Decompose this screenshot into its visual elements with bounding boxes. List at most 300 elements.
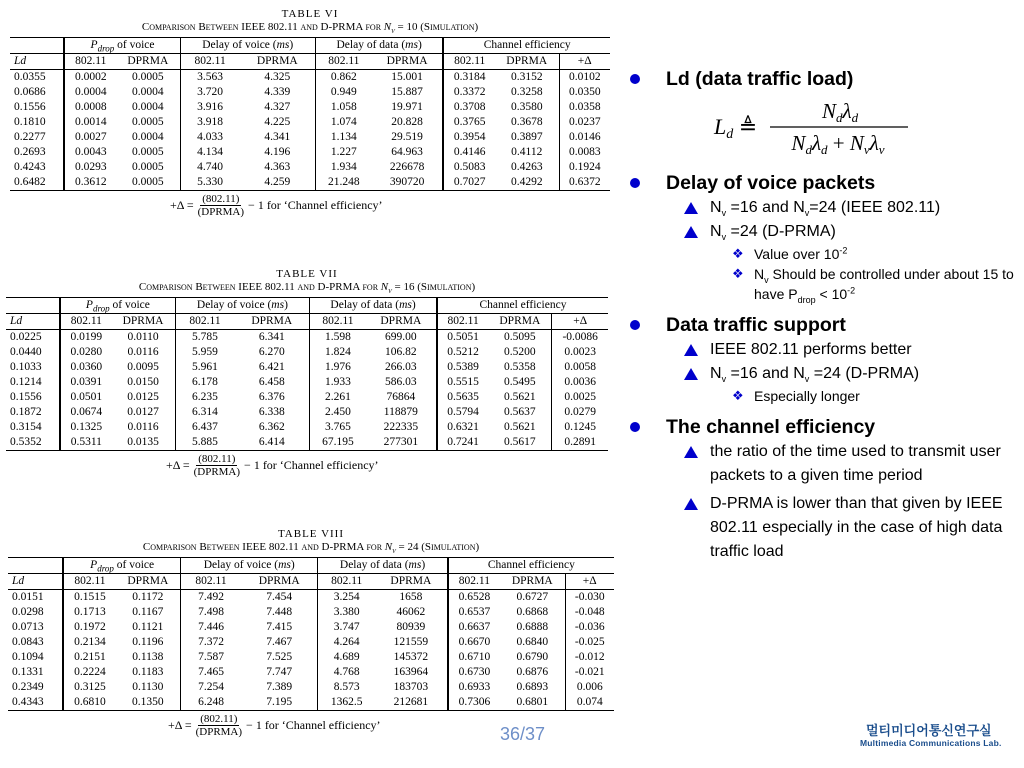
simulation-table bbox=[10, 37, 610, 191]
table-cell: 4.327 bbox=[264, 101, 291, 113]
table-cell: 0.0350 bbox=[559, 85, 610, 100]
table-caption-title: Comparison Between IEEE 802.11 and D-PRMA for $N_v = 24$ (Simulation) bbox=[142, 541, 480, 556]
table-cell: 0.6537 bbox=[448, 605, 500, 620]
table-cell: 0.1196 bbox=[132, 636, 164, 648]
bullet-text: Data traffic support bbox=[666, 314, 846, 336]
table-row bbox=[8, 650, 614, 665]
group-header-pdrop: $P_{drop}$ of voice bbox=[60, 298, 175, 314]
sub-bullet-text: $N_v =24$ (D-PRMA) bbox=[710, 223, 836, 243]
table-cell: 7.747 bbox=[266, 666, 293, 678]
table-cell: 121559 bbox=[393, 636, 429, 648]
table-cell: 0.0008 bbox=[64, 100, 116, 115]
table-cell: 0.0686 bbox=[14, 86, 46, 98]
table-cell: 0.0116 bbox=[127, 421, 159, 433]
sub-bullet bbox=[628, 196, 1020, 220]
table-row bbox=[6, 405, 608, 420]
table-row bbox=[8, 590, 614, 606]
table-row bbox=[6, 375, 608, 390]
group-header-data-delay: Delay of data (ms) bbox=[318, 558, 448, 574]
table-cell: 1362.5 bbox=[318, 695, 375, 711]
table-cell: 3.720 bbox=[180, 85, 240, 100]
table-cell: 0.1183 bbox=[132, 666, 164, 678]
formula-numerator: (802.11) bbox=[200, 713, 238, 725]
diamond-bullet-icon: ❖ bbox=[732, 266, 744, 281]
table-cell: 0.1556 bbox=[14, 101, 46, 113]
column-header: 802.11 bbox=[180, 54, 240, 70]
table-cell: 0.0501 bbox=[60, 390, 111, 405]
table-cell: 0.0043 bbox=[64, 145, 116, 160]
table-cell: 0.1130 bbox=[132, 681, 164, 693]
column-header: DPRMA bbox=[116, 54, 180, 70]
table-cell: 7.448 bbox=[266, 606, 293, 618]
table-cell: 4.134 bbox=[180, 145, 240, 160]
table-row bbox=[10, 130, 610, 145]
table-cell: 0.6670 bbox=[448, 635, 500, 650]
column-header: +Δ bbox=[565, 574, 614, 590]
table-cell: 0.6893 bbox=[516, 681, 549, 693]
table-cell: 0.5200 bbox=[504, 346, 536, 358]
table-cell: 390720 bbox=[372, 175, 444, 191]
ld-formula-denominator: Ndλd + Nvλv bbox=[791, 131, 885, 156]
table-row bbox=[10, 85, 610, 100]
table-row bbox=[10, 160, 610, 175]
table-cell: 212681 bbox=[375, 695, 448, 711]
header-blank bbox=[10, 38, 64, 54]
table-cell: 0.1924 bbox=[559, 160, 610, 175]
table-cell: 0.0025 bbox=[552, 390, 608, 405]
table-row bbox=[10, 115, 610, 130]
table-cell: 0.1331 bbox=[12, 666, 44, 678]
column-header: DPRMA bbox=[375, 574, 448, 590]
sub-bullet-text: $N_v =16$ and $N_v=24$ (IEEE 802.11) bbox=[710, 199, 941, 219]
table-cell: 0.4146 bbox=[443, 145, 495, 160]
sub-bullet bbox=[628, 362, 1020, 386]
formula-rhs: − 1 for ‘Channel efficiency’ bbox=[248, 198, 383, 212]
formula-rhs: − 1 for ‘Channel efficiency’ bbox=[244, 458, 379, 472]
table-cell: 0.2151 bbox=[63, 650, 115, 665]
table-cell: 3.916 bbox=[180, 100, 240, 115]
table-cell: 0.3612 bbox=[64, 175, 116, 191]
sub-sub-bullet bbox=[628, 386, 1020, 406]
table-caption-title: Comparison Between IEEE 802.11 and D-PRMA for $N_v = 16$ (Simulation) bbox=[138, 281, 476, 296]
table-cell: 0.6727 bbox=[516, 591, 549, 603]
table-cell: 0.5621 bbox=[504, 391, 536, 403]
table-cell: 0.0135 bbox=[111, 435, 175, 451]
column-header: 802.11 bbox=[310, 314, 366, 330]
table-cell: 7.525 bbox=[266, 651, 293, 663]
table-row bbox=[6, 435, 608, 451]
bullet-data-traffic bbox=[628, 312, 1020, 338]
table-row bbox=[10, 70, 610, 86]
table-cell: 0.5212 bbox=[437, 345, 488, 360]
group-header-channel-eff: Channel efficiency bbox=[437, 298, 608, 314]
table-cell: 0.0440 bbox=[10, 346, 42, 358]
bullet-dot-icon bbox=[630, 320, 640, 330]
table-cell: 4.225 bbox=[264, 116, 291, 128]
table-cell: 4.325 bbox=[264, 71, 291, 83]
table-cell: 0.0127 bbox=[127, 406, 159, 418]
table-cell: 0.0843 bbox=[12, 636, 44, 648]
table-cell: 0.1872 bbox=[10, 406, 42, 418]
table-cell: 0.6801 bbox=[500, 695, 565, 711]
table-row bbox=[10, 145, 610, 160]
table-cell: 0.7306 bbox=[448, 695, 500, 711]
sub-bullet bbox=[628, 440, 1020, 488]
table-cell: 277301 bbox=[366, 435, 437, 451]
table-cell: 7.587 bbox=[181, 650, 241, 665]
table-cell: 0.0116 bbox=[127, 346, 159, 358]
delta-formula bbox=[166, 453, 608, 478]
table-cell: 4.033 bbox=[180, 130, 240, 145]
table-cell: 0.0005 bbox=[132, 146, 164, 158]
table-cell: 0.6637 bbox=[448, 620, 500, 635]
table-cell: 0.2224 bbox=[63, 665, 115, 680]
table-cell: 0.0023 bbox=[552, 345, 608, 360]
table-cell: 1.227 bbox=[315, 145, 371, 160]
table-cell: 4.259 bbox=[240, 175, 316, 191]
column-header: 802.11 bbox=[318, 574, 375, 590]
sub-sub-bullet-text: $N_v$ Should be controlled under about 15 to have $P_{drop} < 10^{-2}$ bbox=[754, 266, 1014, 305]
column-header: +Δ bbox=[552, 314, 608, 330]
table-cell: 0.5051 bbox=[437, 330, 488, 346]
table-cell: 0.3125 bbox=[63, 680, 115, 695]
table-cell: 0.1033 bbox=[10, 361, 42, 373]
table-cell: 3.563 bbox=[180, 70, 240, 86]
table-cell: 4.341 bbox=[264, 131, 291, 143]
table-row bbox=[8, 680, 614, 695]
table-cell: 0.2891 bbox=[552, 435, 608, 451]
bullet-dot-icon bbox=[630, 74, 640, 84]
table-cell: 0.6868 bbox=[516, 606, 549, 618]
table-cell: 0.0391 bbox=[60, 375, 111, 390]
formula-lhs: +Δ = bbox=[170, 198, 194, 212]
table-cell: 6.437 bbox=[175, 420, 234, 435]
table-cell: 0.0002 bbox=[64, 70, 116, 86]
table-caption-number: TABLE VIII bbox=[277, 528, 345, 540]
diamond-bullet-icon: ❖ bbox=[732, 246, 744, 261]
table-cell: 0.3954 bbox=[443, 130, 495, 145]
table-cell: 7.467 bbox=[266, 636, 293, 648]
table-cell: 6.235 bbox=[175, 390, 234, 405]
table-cell: 0.6840 bbox=[516, 636, 549, 648]
table-cell: 0.6933 bbox=[448, 680, 500, 695]
triangle-bullet-icon bbox=[684, 368, 698, 380]
table-cell: 0.862 bbox=[315, 70, 371, 86]
table-cell: -0.030 bbox=[565, 590, 614, 606]
table-cell: 0.0095 bbox=[127, 361, 159, 373]
table-cell: 0.0293 bbox=[64, 160, 116, 175]
table-cell: 0.3154 bbox=[10, 421, 42, 433]
sub-bullet-text: the ratio of the time used to transmit user packets to a given time period bbox=[710, 443, 1001, 484]
table-cell: 106.82 bbox=[385, 346, 417, 358]
table-vi bbox=[10, 8, 610, 218]
table-cell: 0.3184 bbox=[443, 70, 495, 86]
table-cell: 0.0110 bbox=[127, 331, 159, 343]
table-cell: 0.2134 bbox=[63, 635, 115, 650]
triangle-bullet-icon bbox=[684, 446, 698, 458]
bullet-text: Ld (data traffic load) bbox=[666, 68, 854, 90]
table-cell: 2.261 bbox=[310, 390, 366, 405]
simulation-table bbox=[6, 297, 608, 451]
table-cell: 7.454 bbox=[266, 591, 293, 603]
table-cell: 7.492 bbox=[181, 590, 241, 606]
table-cell: 0.6528 bbox=[448, 590, 500, 606]
table-cell: 7.415 bbox=[266, 621, 293, 633]
formula-denominator: (DPRMA) bbox=[197, 206, 245, 218]
table-row bbox=[10, 175, 610, 191]
sub-sub-bullet-text: Value over $10^{-2}$ bbox=[754, 245, 848, 262]
table-cell: 0.1245 bbox=[552, 420, 608, 435]
table-cell: 0.5794 bbox=[437, 405, 488, 420]
table-cell: 226678 bbox=[389, 161, 425, 173]
table-vii bbox=[6, 268, 608, 478]
delta-formula bbox=[170, 193, 610, 218]
table-cell: 0.4243 bbox=[14, 161, 46, 173]
column-header: DPRMA bbox=[372, 54, 444, 70]
table-cell: 0.0004 bbox=[64, 85, 116, 100]
table-cell: 0.6790 bbox=[516, 651, 549, 663]
table-cell: 0.3897 bbox=[510, 131, 543, 143]
table-cell: 0.7241 bbox=[437, 435, 488, 451]
table-cell: 6.270 bbox=[258, 346, 285, 358]
table-row bbox=[10, 100, 610, 115]
table-cell: 3.918 bbox=[180, 115, 240, 130]
table-cell: 0.5389 bbox=[437, 360, 488, 375]
table-cell: 0.1214 bbox=[10, 376, 42, 388]
table-cell: 586.03 bbox=[385, 376, 417, 388]
table-row bbox=[6, 420, 608, 435]
column-header: 802.11 bbox=[175, 314, 234, 330]
table-cell: 0.5311 bbox=[60, 435, 111, 451]
table-cell: -0.036 bbox=[565, 620, 614, 635]
header-blank bbox=[6, 298, 60, 314]
table-cell: 0.3678 bbox=[510, 116, 543, 128]
bullet-ld bbox=[628, 66, 1020, 92]
bullet-text: The channel efficiency bbox=[666, 416, 876, 438]
column-header: DPRMA bbox=[241, 574, 318, 590]
table-cell: 64.963 bbox=[391, 146, 423, 158]
table-cell: 2.450 bbox=[310, 405, 366, 420]
table-cell: 0.3765 bbox=[443, 115, 495, 130]
bullet-dot-icon bbox=[630, 178, 640, 188]
table-cell: 0.5358 bbox=[504, 361, 536, 373]
table-cell: -0.021 bbox=[565, 665, 614, 680]
table-cell: 1658 bbox=[399, 591, 423, 603]
table-row bbox=[8, 605, 614, 620]
table-cell: -0.0086 bbox=[552, 330, 608, 346]
bullet-channel-efficiency bbox=[628, 414, 1020, 440]
table-cell: 0.3258 bbox=[510, 86, 543, 98]
group-header-voice-delay: Delay of voice (ms) bbox=[181, 558, 318, 574]
table-cell: 0.1972 bbox=[63, 620, 115, 635]
table-cell: 21.248 bbox=[315, 175, 371, 191]
sub-bullet bbox=[628, 338, 1020, 362]
table-cell: 0.0355 bbox=[14, 71, 46, 83]
table-cell: 7.465 bbox=[181, 665, 241, 680]
table-cell: 15.001 bbox=[391, 71, 423, 83]
table-cell: 0.074 bbox=[565, 695, 614, 711]
table-cell: 4.264 bbox=[318, 635, 375, 650]
column-header-ld: Ld bbox=[10, 54, 64, 70]
table-cell: 0.4343 bbox=[8, 695, 63, 711]
formula-denominator: (DPRMA) bbox=[193, 466, 241, 478]
table-cell: 4.740 bbox=[180, 160, 240, 175]
column-header: 802.11 bbox=[60, 314, 111, 330]
table-cell: 0.0004 bbox=[132, 131, 164, 143]
table-cell: 0.0005 bbox=[116, 175, 180, 191]
diamond-bullet-icon: ❖ bbox=[732, 388, 744, 403]
group-header-pdrop: $P_{drop}$ of voice bbox=[63, 558, 180, 574]
table-row bbox=[8, 620, 614, 635]
table-cell: 7.254 bbox=[181, 680, 241, 695]
column-header: +Δ bbox=[559, 54, 610, 70]
table-cell: 0.1094 bbox=[12, 651, 44, 663]
table-cell: 0.0713 bbox=[12, 621, 44, 633]
table-cell: 1.074 bbox=[315, 115, 371, 130]
ld-formula-lhs: Ld ≜ bbox=[714, 114, 758, 142]
table-cell: 0.1167 bbox=[132, 606, 164, 618]
table-cell: 0.6888 bbox=[516, 621, 549, 633]
table-cell: 80939 bbox=[396, 621, 426, 633]
table-cell: 0.0151 bbox=[12, 591, 44, 603]
table-cell: 5.785 bbox=[175, 330, 234, 346]
table-cell: 5.330 bbox=[180, 175, 240, 191]
column-header: 802.11 bbox=[448, 574, 500, 590]
table-cell: 0.5352 bbox=[6, 435, 60, 451]
ld-formula bbox=[712, 98, 912, 156]
table-cell: 20.828 bbox=[391, 116, 423, 128]
sub-sub-bullet bbox=[628, 244, 1020, 264]
table-cell: 0.0199 bbox=[60, 330, 111, 346]
table-cell: 1.824 bbox=[310, 345, 366, 360]
table-cell: 0.5495 bbox=[504, 376, 536, 388]
table-cell: 0.7027 bbox=[443, 175, 495, 191]
table-cell: 0.1350 bbox=[116, 695, 181, 711]
table-row bbox=[8, 665, 614, 680]
table-row bbox=[8, 635, 614, 650]
table-cell: 15.887 bbox=[391, 86, 423, 98]
table-cell: 4.363 bbox=[264, 161, 291, 173]
bullet-delay-voice bbox=[628, 170, 1020, 196]
table-row bbox=[6, 390, 608, 405]
table-cell: 67.195 bbox=[310, 435, 366, 451]
table-cell: 3.765 bbox=[310, 420, 366, 435]
column-header: DPRMA bbox=[240, 54, 316, 70]
table-cell: 0.0004 bbox=[132, 101, 164, 113]
table-cell: 0.3152 bbox=[510, 71, 543, 83]
table-cell: 0.0279 bbox=[552, 405, 608, 420]
column-header: 802.11 bbox=[437, 314, 488, 330]
table-cell: 4.768 bbox=[318, 665, 375, 680]
column-header: 802.11 bbox=[64, 54, 116, 70]
table-cell: 6.458 bbox=[258, 376, 285, 388]
simulation-table bbox=[8, 557, 614, 711]
table-cell: 0.6372 bbox=[559, 175, 610, 191]
table-cell: 4.339 bbox=[264, 86, 291, 98]
table-cell: 0.1172 bbox=[132, 591, 164, 603]
sub-bullet-text: D-PRMA is lower than that given by IEEE 802.11 especially in the case of high data traffic load bbox=[710, 495, 1003, 560]
bullet-dot-icon bbox=[630, 422, 640, 432]
formula-denominator: (DPRMA) bbox=[195, 726, 243, 738]
table-cell: 19.971 bbox=[391, 101, 423, 113]
table-cell: 0.3708 bbox=[443, 100, 495, 115]
table-cell: 145372 bbox=[393, 651, 429, 663]
table-cell: 5.885 bbox=[175, 435, 234, 451]
table-cell: 4.689 bbox=[318, 650, 375, 665]
table-caption-number: TABLE VI bbox=[281, 8, 339, 20]
table-cell: 0.6730 bbox=[448, 665, 500, 680]
table-caption-number: TABLE VII bbox=[276, 268, 338, 280]
table-row bbox=[6, 345, 608, 360]
table-cell: 5.961 bbox=[175, 360, 234, 375]
table-cell: 7.498 bbox=[181, 605, 241, 620]
table-cell: 0.5637 bbox=[504, 406, 536, 418]
column-header: DPRMA bbox=[366, 314, 437, 330]
group-header-channel-eff: Channel efficiency bbox=[443, 38, 610, 54]
ld-formula-numerator: Ndλd bbox=[821, 99, 859, 125]
table-cell: 0.0237 bbox=[559, 115, 610, 130]
table-cell: 8.573 bbox=[318, 680, 375, 695]
table-cell: 1.976 bbox=[310, 360, 366, 375]
table-cell: 0.0102 bbox=[559, 70, 610, 86]
triangle-bullet-icon bbox=[684, 202, 698, 214]
table-cell: 222335 bbox=[383, 421, 419, 433]
table-cell: 6.314 bbox=[175, 405, 234, 420]
table-cell: 0.0280 bbox=[60, 345, 111, 360]
table-cell: 266.03 bbox=[385, 361, 417, 373]
table-cell: -0.048 bbox=[565, 605, 614, 620]
table-cell: 0.1556 bbox=[10, 391, 42, 403]
table-cell: 0.0125 bbox=[127, 391, 159, 403]
column-header: DPRMA bbox=[116, 574, 181, 590]
table-cell: 0.0004 bbox=[132, 86, 164, 98]
table-cell: 0.0036 bbox=[552, 375, 608, 390]
group-header-data-delay: Delay of data (ms) bbox=[310, 298, 437, 314]
sub-bullet bbox=[628, 492, 1020, 564]
table-cell: 5.959 bbox=[175, 345, 234, 360]
lab-logo-korean: 멀티미디어통신연구실 bbox=[866, 723, 992, 738]
table-cell: 0.0298 bbox=[12, 606, 44, 618]
table-cell: 0.0005 bbox=[132, 116, 164, 128]
table-cell: 1.058 bbox=[315, 100, 371, 115]
table-cell: 0.4263 bbox=[510, 161, 543, 173]
table-cell: 0.1713 bbox=[63, 605, 115, 620]
column-header: 802.11 bbox=[443, 54, 495, 70]
lab-logo-english: Multimedia Communications Lab. bbox=[860, 738, 1002, 748]
table-cell: 0.0360 bbox=[60, 360, 111, 375]
table-cell: -0.025 bbox=[565, 635, 614, 650]
table-cell: 6.414 bbox=[234, 435, 309, 451]
table-cell: 7.372 bbox=[181, 635, 241, 650]
table-cell: 0.5095 bbox=[504, 331, 536, 343]
table-cell: 0.6710 bbox=[448, 650, 500, 665]
sub-sub-bullet-text: Especially longer bbox=[754, 388, 860, 404]
table-cell: 0.0058 bbox=[552, 360, 608, 375]
table-cell: 3.747 bbox=[318, 620, 375, 635]
table-cell: 0.2349 bbox=[12, 681, 44, 693]
table-cell: 0.5621 bbox=[504, 421, 536, 433]
table-caption-title: Comparison Between IEEE 802.11 and D-PRMA for $N_v = 10$ (Simulation) bbox=[141, 21, 479, 36]
sub-bullet-text: $N_v =16$ and $N_v =24$ (D-PRMA) bbox=[710, 365, 920, 385]
table-cell: 0.0150 bbox=[127, 376, 159, 388]
table-cell: 163964 bbox=[393, 666, 429, 678]
triangle-bullet-icon bbox=[684, 226, 698, 238]
formula-rhs: − 1 for ‘Channel efficiency’ bbox=[246, 718, 381, 732]
table-cell: 0.5635 bbox=[437, 390, 488, 405]
table-cell: 0.3580 bbox=[510, 101, 543, 113]
table-cell: 0.949 bbox=[315, 85, 371, 100]
table-cell: 0.0083 bbox=[559, 145, 610, 160]
